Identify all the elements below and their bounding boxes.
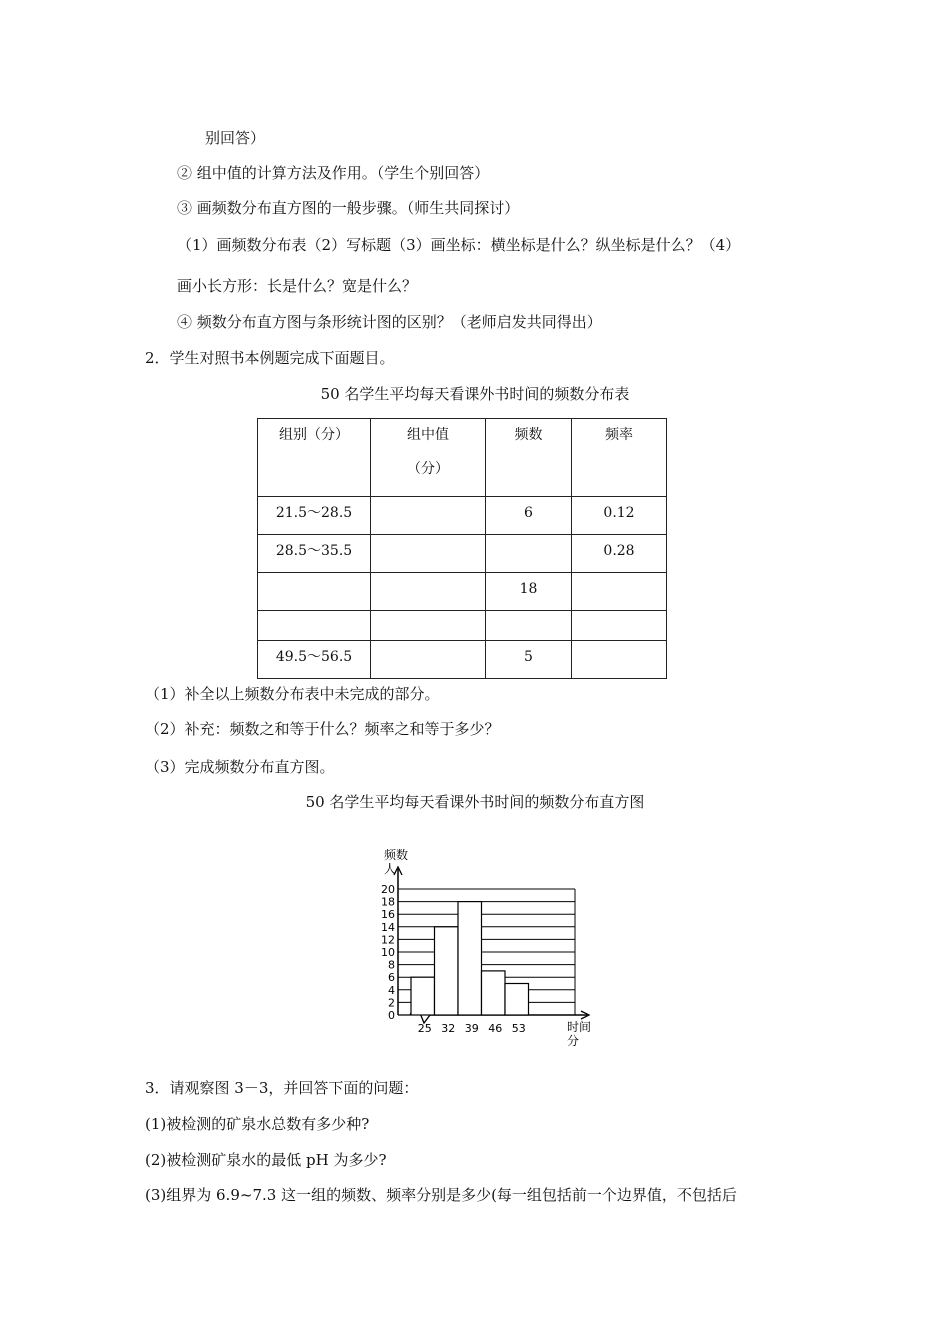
header-frequency: 频数: [514, 427, 543, 443]
cell-midvalue: [371, 641, 485, 647]
x-axis-label: 时间: [567, 1020, 592, 1034]
x-tick-label: 46: [488, 1022, 503, 1035]
cell-frequency: [486, 611, 571, 617]
y-tick-label: 2: [388, 996, 395, 1010]
table-row: [258, 573, 667, 611]
x-tick-label: 25: [417, 1022, 432, 1035]
y-tick-label: 16: [381, 908, 395, 922]
section-3-title: 3．请观察图 3－3，并回答下面的问题：: [145, 1079, 419, 1097]
question-3: （3）完成频数分布直方图。: [145, 758, 335, 776]
question-1: （1）补全以上频数分布表中未完成的部分。: [145, 685, 440, 703]
y-tick-label: 12: [381, 933, 395, 947]
table-title: 50 名学生平均每天看课外书时间的频数分布表: [320, 385, 630, 403]
cell-frequency: [486, 535, 571, 541]
y-tick-label: 20: [381, 883, 395, 896]
question-2: （2）补充：频数之和等于什么？频率之和等于多少？: [145, 720, 500, 738]
table-row: [258, 611, 667, 641]
text-line-3: ③ 画频数分布直方图的一般步骤。（师生共同探讨）: [177, 199, 520, 217]
histogram-bar: [435, 927, 459, 1015]
cell-group: 28.5～35.5: [275, 543, 353, 559]
table-header-row: [258, 419, 667, 497]
histogram-bar: [411, 977, 435, 1015]
y-tick-label: 18: [381, 895, 395, 909]
cell-rate: [572, 611, 666, 617]
cell-midvalue: [371, 535, 485, 541]
chart-title: 50 名学生平均每天看课外书时间的频数分布直方图: [305, 793, 645, 811]
cell-group: [258, 611, 370, 617]
cell-midvalue: [371, 611, 485, 617]
x-tick-label: 53: [511, 1022, 526, 1035]
table-row: [258, 535, 667, 573]
y-tick-label: 4: [388, 983, 395, 997]
section-3-question-1: (1)被检测的矿泉水总数有多少种?: [145, 1115, 370, 1133]
header-rate: 频率: [605, 427, 633, 443]
y-tick-label: 14: [381, 920, 395, 934]
cell-group: 49.5～56.5: [275, 649, 353, 665]
header-group: 组别（分）: [279, 427, 349, 443]
text-line-5: 画小长方形：长是什么？宽是什么？: [177, 277, 418, 295]
header-midvalue: 组中值: [407, 427, 449, 443]
table-row: [258, 497, 667, 535]
y-tick-label: 8: [388, 958, 395, 972]
cell-frequency: 18: [519, 581, 538, 597]
cell-rate: [572, 641, 666, 647]
section-3-question-2: (2)被检测矿泉水的最低 pH 为多少?: [145, 1151, 387, 1169]
histogram-chart: [360, 830, 610, 1060]
section-3-question-3: (3)组界为 6.9~7.3 这一组的频数、频率分别是多少(每一组包括前一个边界值，不包括后: [145, 1186, 737, 1204]
cell-group: 21.5～28.5: [275, 505, 353, 521]
y-tick-label: 10: [381, 946, 395, 959]
text-line-4: （1）画频数分布表（2）写标题（3）画坐标：横坐标是什么？纵坐标是什么？（4）: [177, 236, 741, 254]
histogram-bar: [458, 902, 482, 1015]
histogram-bar: [505, 984, 529, 1016]
x-tick-label: 32: [441, 1022, 456, 1035]
text-line-6: ④ 频数分布直方图与条形统计图的区别？（老师启发共同得出）: [177, 313, 602, 331]
x-axis-unit: 分: [567, 1034, 580, 1048]
histogram-bar: [482, 971, 506, 1015]
header-midvalue-unit: （分）: [407, 461, 449, 477]
cell-midvalue: [371, 497, 485, 503]
y-tick-label: 0: [388, 1009, 395, 1022]
cell-rate: [572, 573, 666, 579]
y-axis-unit: 人: [384, 862, 397, 876]
frequency-table: [257, 418, 667, 679]
cell-group: [258, 573, 370, 579]
cell-frequency: 5: [524, 649, 533, 665]
table-row: [258, 641, 667, 679]
text-line-7: 2．学生对照书本例题完成下面题目。: [145, 349, 395, 367]
y-tick-label: 6: [388, 971, 395, 985]
y-axis-label: 频数: [384, 848, 409, 862]
cell-rate: 0.28: [603, 543, 635, 559]
text-line-1: 别回答）: [205, 129, 266, 147]
x-tick-label: 39: [464, 1022, 479, 1035]
cell-midvalue: [371, 573, 485, 579]
text-line-2: ② 组中值的计算方法及作用。（学生个别回答）: [177, 164, 490, 182]
cell-rate: 0.12: [603, 505, 635, 521]
cell-frequency: 6: [524, 505, 533, 521]
